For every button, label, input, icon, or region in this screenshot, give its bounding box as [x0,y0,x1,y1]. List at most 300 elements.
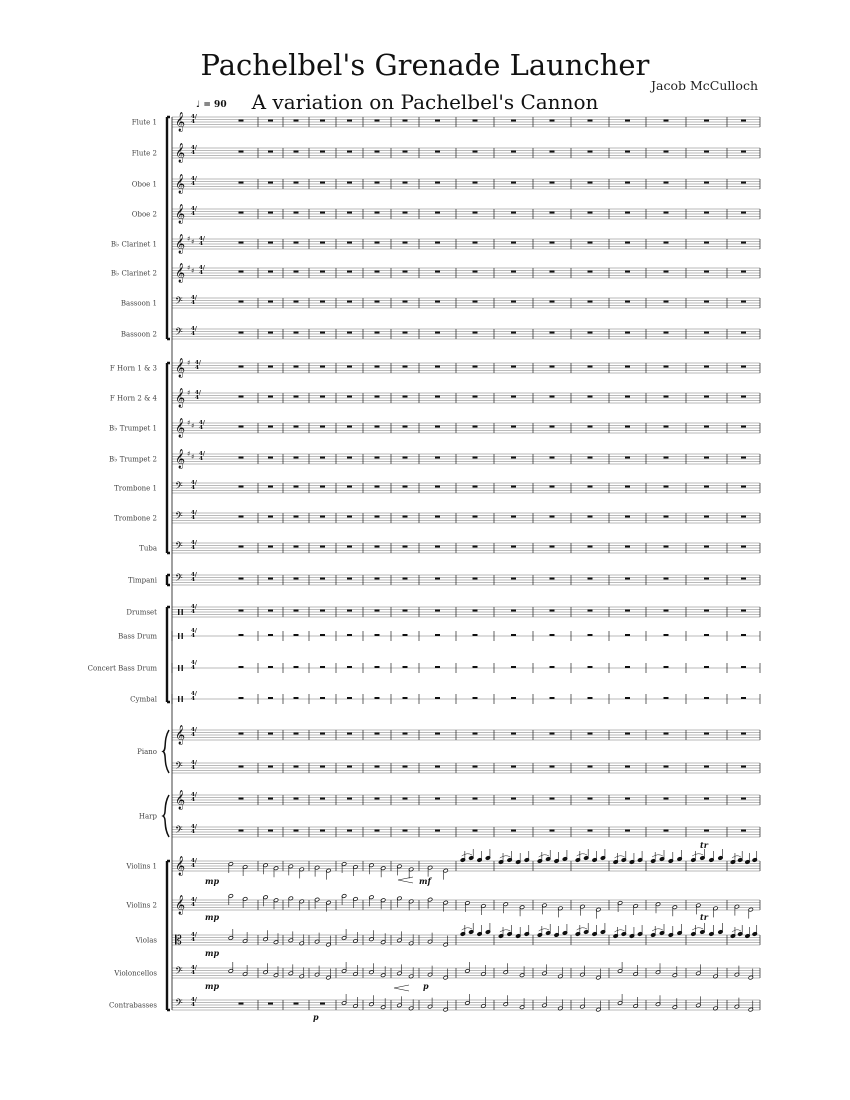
whole-rest-icon [473,301,478,303]
whole-rest-icon [588,733,593,735]
whole-rest-icon [664,666,669,668]
whole-rest-icon [347,830,352,832]
whole-rest-icon [550,766,555,768]
whole-rest-icon [320,182,325,184]
whole-rest-icon [294,212,299,214]
whole-rest-icon [704,610,709,612]
whole-rest-icon [625,610,630,612]
whole-rest-icon [375,486,380,488]
whole-rest-icon [435,457,440,459]
whole-rest-icon [347,301,352,303]
treble-clef-icon: 𝄞 [175,143,186,163]
whole-rest-icon [511,457,516,459]
whole-rest-icon [741,457,746,459]
whole-rest-icon [588,610,593,612]
whole-rest-icon [347,578,352,580]
slur [539,855,549,857]
treble-clef-icon: 𝄞 [175,112,186,132]
whole-rest-icon [320,486,325,488]
whole-rest-icon [588,212,593,214]
whole-rest-icon [375,830,380,832]
whole-rest-icon [625,182,630,184]
instrument-label: B♭ Trumpet 2 [109,455,157,464]
whole-rest-icon [741,396,746,398]
whole-rest-icon [375,578,380,580]
whole-rest-icon [435,332,440,334]
whole-rest-icon [741,697,746,699]
whole-rest-icon [239,212,244,214]
whole-rest-icon [239,301,244,303]
whole-rest-icon [664,271,669,273]
whole-rest-icon [403,486,408,488]
whole-rest-icon [625,301,630,303]
whole-rest-icon [403,697,408,699]
whole-rest-icon [511,151,516,153]
whole-rest-icon [294,271,299,273]
slur [577,928,587,930]
whole-rest-icon [741,301,746,303]
whole-rest-icon [294,182,299,184]
whole-rest-icon [320,798,325,800]
whole-rest-icon [403,516,408,518]
time-signature: 4/4 [191,176,197,187]
whole-rest-icon [320,212,325,214]
whole-rest-icon [588,271,593,273]
time-signature: 4/4 [191,792,197,803]
whole-rest-icon [473,634,478,636]
whole-rest-icon [741,578,746,580]
whole-rest-icon [511,666,516,668]
whole-rest-icon [588,301,593,303]
whole-rest-icon [403,301,408,303]
percussion-clef-icon [182,665,183,671]
whole-rest-icon [473,212,478,214]
whole-rest-icon [294,426,299,428]
whole-rest-icon [550,271,555,273]
whole-rest-icon [347,396,352,398]
time-signature: 4/4 [191,897,197,908]
whole-rest-icon [550,634,555,636]
time-signature: 4/4 [191,295,197,306]
whole-rest-icon [435,396,440,398]
whole-rest-icon [294,366,299,368]
whole-rest-icon [473,271,478,273]
whole-rest-icon [550,798,555,800]
whole-rest-icon [294,151,299,153]
bass-clef-icon: 𝄢 [175,824,183,838]
whole-rest-icon [473,426,478,428]
whole-rest-icon [403,610,408,612]
whole-rest-icon [403,798,408,800]
whole-rest-icon [268,610,273,612]
time-signature: 4/4 [191,326,197,337]
whole-rest-icon [664,151,669,153]
whole-rest-icon [239,634,244,636]
bass-clef-icon: 𝄢 [175,997,183,1011]
whole-rest-icon [268,396,273,398]
whole-rest-icon [664,798,669,800]
whole-rest-icon [403,666,408,668]
whole-rest-icon [473,766,478,768]
whole-rest-icon [550,697,555,699]
trill-marking: tr [700,840,708,850]
whole-rest-icon [347,546,352,548]
whole-rest-icon [239,798,244,800]
whole-rest-icon [664,396,669,398]
percussion-clef-icon [182,633,183,639]
whole-rest-icon [550,426,555,428]
time-signature: 4/4 [199,451,205,462]
whole-rest-icon [625,578,630,580]
time-signature: 4/4 [191,604,197,615]
bass-clef-icon: 𝄢 [175,295,183,309]
whole-rest-icon [664,733,669,735]
whole-rest-icon [347,212,352,214]
whole-rest-icon [664,766,669,768]
whole-rest-icon [239,610,244,612]
whole-rest-icon [347,182,352,184]
whole-rest-icon [268,120,273,122]
whole-rest-icon [294,666,299,668]
whole-rest-icon [294,546,299,548]
whole-rest-icon [435,486,440,488]
whole-rest-icon [550,666,555,668]
whole-rest-icon [403,546,408,548]
whole-rest-icon [294,830,299,832]
whole-rest-icon [588,766,593,768]
whole-rest-icon [511,332,516,334]
whole-rest-icon [435,830,440,832]
slur [732,930,741,932]
whole-rest-icon [294,486,299,488]
sharp-icon: ♯ [187,235,191,243]
whole-rest-icon [268,212,273,214]
instrument-label: F Horn 2 & 4 [109,394,157,403]
whole-rest-icon [239,332,244,334]
whole-rest-icon [239,242,244,244]
whole-rest-icon [268,332,273,334]
whole-rest-icon [294,697,299,699]
whole-rest-icon [435,212,440,214]
whole-rest-icon [347,486,352,488]
whole-rest-icon [403,426,408,428]
whole-rest-icon [511,766,516,768]
whole-rest-icon [347,366,352,368]
whole-rest-icon [741,830,746,832]
whole-rest-icon [511,578,516,580]
whole-rest-icon [741,610,746,612]
whole-rest-icon [320,733,325,735]
slur [462,854,472,856]
treble-clef-icon: 𝄞 [175,725,186,745]
whole-rest-icon [625,332,630,334]
whole-rest-icon [239,1003,244,1005]
whole-rest-icon [664,426,669,428]
whole-rest-icon [320,366,325,368]
brace [163,730,169,773]
whole-rest-icon [550,242,555,244]
whole-rest-icon [588,426,593,428]
percussion-clef-icon [178,696,179,702]
whole-rest-icon [550,151,555,153]
bass-clef-icon: 𝄢 [175,572,183,586]
whole-rest-icon [704,120,709,122]
whole-rest-icon [664,697,669,699]
instrument-label: B♭ Clarinet 1 [110,240,157,249]
whole-rest-icon [320,697,325,699]
whole-rest-icon [294,120,299,122]
crescendo-hairpin [398,877,413,883]
whole-rest-icon [294,733,299,735]
instrument-label: F Horn 1 & 3 [109,364,157,373]
whole-rest-icon [435,634,440,636]
dynamic-p: p [313,1012,319,1022]
whole-rest-icon [294,766,299,768]
whole-rest-icon [320,332,325,334]
time-signature: 4/4 [191,997,197,1008]
whole-rest-icon [375,798,380,800]
whole-rest-icon [239,516,244,518]
whole-rest-icon [625,766,630,768]
whole-rest-icon [403,634,408,636]
whole-rest-icon [239,182,244,184]
whole-rest-icon [320,271,325,273]
whole-rest-icon [704,366,709,368]
whole-rest-icon [294,516,299,518]
whole-rest-icon [473,332,478,334]
whole-rest-icon [664,546,669,548]
whole-rest-icon [268,578,273,580]
whole-rest-icon [511,516,516,518]
whole-rest-icon [347,733,352,735]
instrument-label: Timpani [128,576,157,585]
whole-rest-icon [588,546,593,548]
whole-rest-icon [375,697,380,699]
instrument-label: Concert Bass Drum [87,664,157,673]
whole-rest-icon [435,151,440,153]
whole-rest-icon [588,120,593,122]
whole-rest-icon [511,697,516,699]
whole-rest-icon [375,546,380,548]
whole-rest-icon [704,798,709,800]
slur [692,854,703,856]
whole-rest-icon [239,271,244,273]
whole-rest-icon [268,666,273,668]
dynamic-mp: mp [205,876,220,886]
whole-rest-icon [320,766,325,768]
whole-rest-icon [550,546,555,548]
whole-rest-icon [704,546,709,548]
slur [692,928,703,930]
whole-rest-icon [625,457,630,459]
instrument-label: Trombone 2 [114,514,157,523]
time-signature: 4/4 [191,932,197,943]
slur [615,856,625,858]
whole-rest-icon [294,1003,299,1005]
whole-rest-icon [550,457,555,459]
whole-rest-icon [347,766,352,768]
whole-rest-icon [588,486,593,488]
whole-rest-icon [664,610,669,612]
whole-rest-icon [268,634,273,636]
time-signature: 4/4 [191,480,197,491]
whole-rest-icon [550,610,555,612]
brace [163,795,169,837]
whole-rest-icon [664,486,669,488]
bass-clef-icon: 𝄢 [175,540,183,554]
whole-rest-icon [294,578,299,580]
whole-rest-icon [375,610,380,612]
whole-rest-icon [294,457,299,459]
sharp-icon: ♯ [187,264,191,272]
whole-rest-icon [511,242,516,244]
whole-rest-icon [550,332,555,334]
percussion-clef-icon [182,609,183,615]
whole-rest-icon [704,486,709,488]
instrument-label: Violins 2 [126,901,157,910]
time-signature: 4/4 [191,114,197,125]
whole-rest-icon [511,798,516,800]
time-signature: 4/4 [191,965,197,976]
whole-rest-icon [403,212,408,214]
whole-rest-icon [550,733,555,735]
percussion-clef-icon [178,633,179,639]
whole-rest-icon [473,120,478,122]
whole-rest-icon [473,610,478,612]
whole-rest-icon [347,634,352,636]
dynamic-mp: mp [205,912,220,922]
whole-rest-icon [473,486,478,488]
whole-rest-icon [294,396,299,398]
whole-rest-icon [741,120,746,122]
slur [462,928,472,930]
whole-rest-icon [239,766,244,768]
whole-rest-icon [664,578,669,580]
whole-rest-icon [625,426,630,428]
whole-rest-icon [435,697,440,699]
whole-rest-icon [435,366,440,368]
time-signature: 4/4 [191,691,197,702]
trill-marking: tr [700,912,708,922]
whole-rest-icon [435,242,440,244]
whole-rest-icon [664,634,669,636]
whole-rest-icon [268,271,273,273]
whole-rest-icon [588,366,593,368]
instrument-label: Drumset [126,608,157,617]
instrument-label: Harp [138,812,157,821]
whole-rest-icon [268,426,273,428]
time-signature: 4/4 [191,145,197,156]
whole-rest-icon [403,242,408,244]
whole-rest-icon [294,634,299,636]
whole-rest-icon [403,396,408,398]
percussion-clef-icon [178,609,179,615]
whole-rest-icon [435,182,440,184]
instrument-label: Oboe 2 [131,210,157,219]
whole-rest-icon [741,182,746,184]
whole-rest-icon [435,271,440,273]
whole-rest-icon [239,733,244,735]
whole-rest-icon [403,766,408,768]
whole-rest-icon [625,697,630,699]
whole-rest-icon [320,666,325,668]
whole-rest-icon [704,666,709,668]
whole-rest-icon [347,666,352,668]
whole-rest-icon [375,212,380,214]
whole-rest-icon [511,546,516,548]
whole-rest-icon [435,301,440,303]
whole-rest-icon [588,666,593,668]
dynamic-mf: mf [419,876,431,886]
whole-rest-icon [375,766,380,768]
whole-rest-icon [704,766,709,768]
whole-rest-icon [375,666,380,668]
whole-rest-icon [625,242,630,244]
whole-rest-icon [268,798,273,800]
whole-rest-icon [473,798,478,800]
whole-rest-icon [239,396,244,398]
whole-rest-icon [704,396,709,398]
whole-rest-icon [473,396,478,398]
whole-rest-icon [435,426,440,428]
whole-rest-icon [664,182,669,184]
whole-rest-icon [268,1003,273,1005]
time-signature: 4/4 [191,824,197,835]
whole-rest-icon [320,396,325,398]
whole-rest-icon [347,516,352,518]
bass-clef-icon: 𝄢 [175,965,183,979]
sharp-icon: ♯ [191,453,195,461]
whole-rest-icon [473,697,478,699]
whole-rest-icon [403,332,408,334]
whole-rest-icon [435,766,440,768]
whole-rest-icon [625,830,630,832]
whole-rest-icon [473,830,478,832]
whole-rest-icon [625,366,630,368]
whole-rest-icon [268,486,273,488]
whole-rest-icon [511,182,516,184]
instrument-label: Tuba [139,544,157,553]
whole-rest-icon [268,733,273,735]
whole-rest-icon [320,546,325,548]
instrument-label: Violins 1 [126,862,157,871]
whole-rest-icon [588,830,593,832]
whole-rest-icon [664,120,669,122]
whole-rest-icon [294,301,299,303]
whole-rest-icon [320,120,325,122]
whole-rest-icon [550,516,555,518]
whole-rest-icon [239,120,244,122]
treble-clef-icon: 𝄞 [175,204,186,224]
whole-rest-icon [375,182,380,184]
bass-clef-icon: 𝄢 [175,480,183,494]
whole-rest-icon [511,120,516,122]
whole-rest-icon [403,120,408,122]
bass-clef-icon: 𝄢 [175,760,183,774]
whole-rest-icon [741,546,746,548]
whole-rest-icon [320,610,325,612]
whole-rest-icon [320,242,325,244]
bass-clef-icon: 𝄢 [175,326,183,340]
whole-rest-icon [239,151,244,153]
whole-rest-icon [704,634,709,636]
whole-rest-icon [511,301,516,303]
sharp-icon: ♯ [187,359,191,367]
instrument-label: Flute 2 [131,149,157,158]
sharp-icon: ♯ [187,389,191,397]
sharp-icon: ♯ [191,238,195,246]
whole-rest-icon [268,457,273,459]
